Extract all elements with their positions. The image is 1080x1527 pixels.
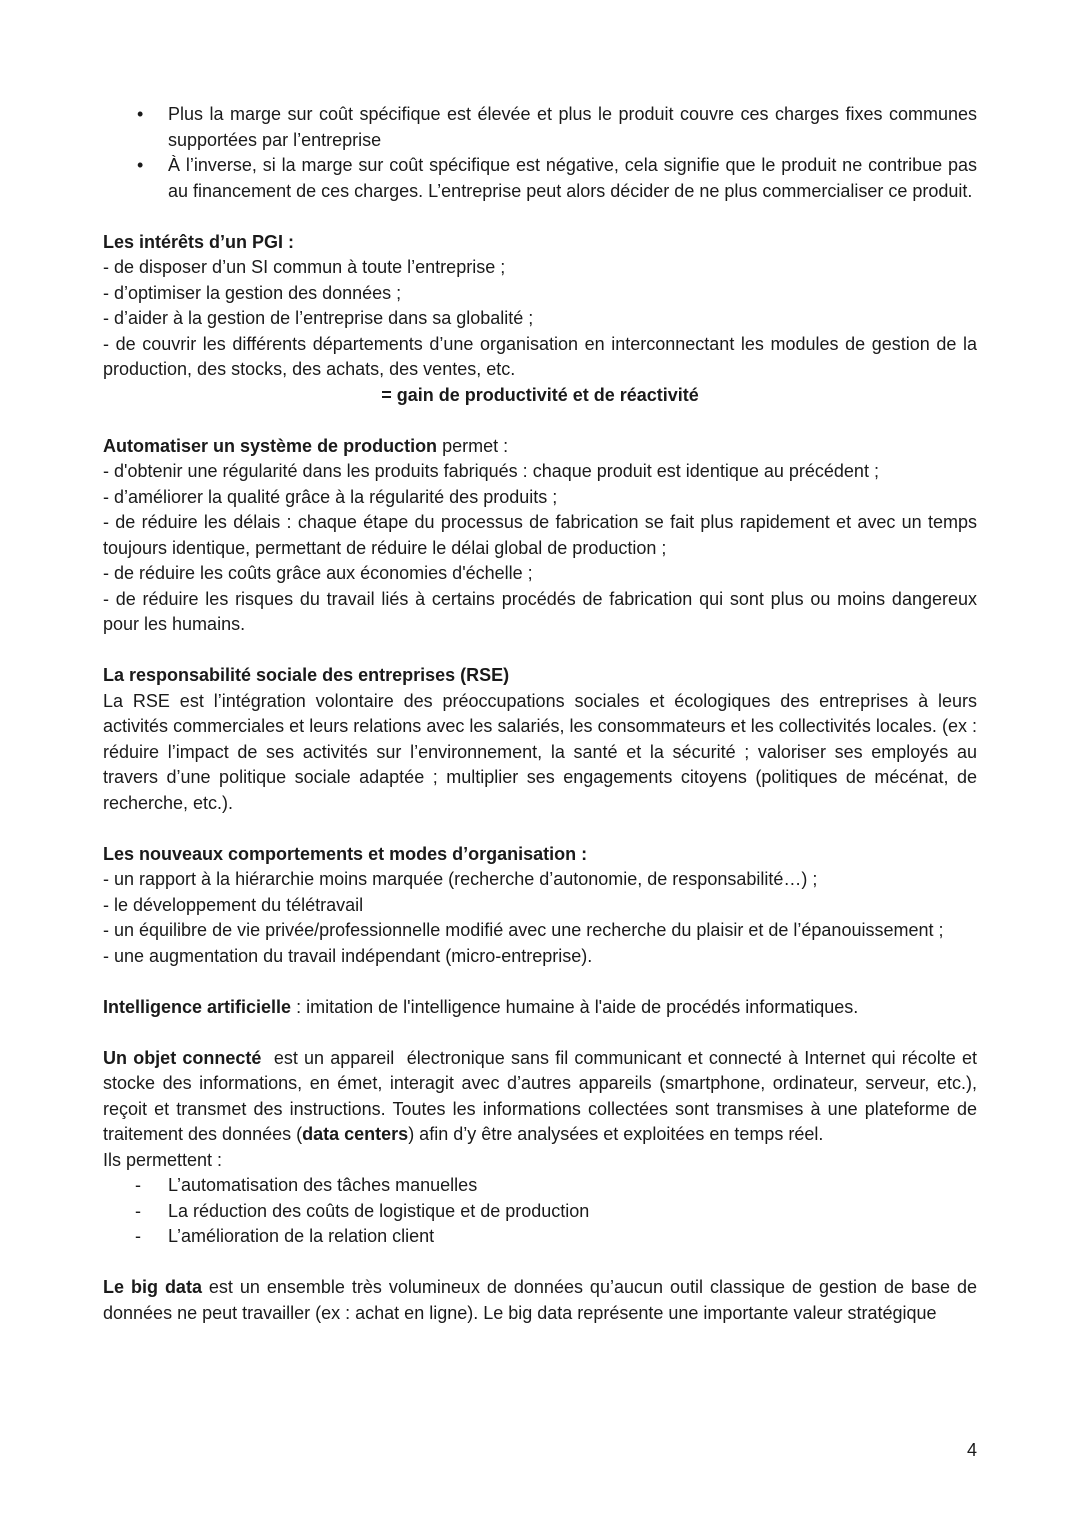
page-content [103,102,983,1326]
list-line: - de réduire les risques du travail liés à certains procédés de fabrication qui sont plus ou moins dangereux pour les humains. [103,588,977,634]
section-intro: Automatiser un système de production permet : [103,435,509,456]
objet-intro: Ils permettent : [103,1149,223,1170]
bullet-marker: • [137,104,144,124]
bigdata-paragraph: Le big data est un ensemble très volumineux de données qu’aucun outil classique de gestion de base de données ne peut travailler (ex : achat en ligne). Le big data représente une importante valeur stratégique [103,1277,977,1323]
list-item: - L’amélioration de la relation client [103,1224,977,1250]
term: data centers [302,1124,409,1144]
list-line: - d’optimiser la gestion des données ; [103,282,402,303]
pgi-section [103,230,977,409]
bigdata-section [103,1275,977,1326]
pgi-conclusion: = gain de productivité et de réactivité [381,384,699,405]
ia-section [103,995,977,1021]
objet-paragraph: Un objet connecté est un appareil électronique sans fil communicant et connecté à Internet qui récolte et stocke des informations, en émet, interagit avec d’autres appareils (smartphone, ordinateur, serveur, etc.), reçoit et transmet des instructions. Toutes les informations collectées sont transmises à une plateforme de traitement des données (data centers) afin d’y être analysées et exploitées en temps réel. [103,1047,983,1144]
list-line: - le développement du télétravail [103,894,364,915]
section-heading: La responsabilité sociale des entreprises (RSE) [103,665,510,685]
list-item: • Plus la marge sur coût spécifique est élevée et plus le produit couvre ces charges fixes communes supportées par l’entreprise [137,104,977,150]
section-heading: Les intérêts d’un PGI : [103,231,295,252]
term: Le big data [103,1277,202,1297]
page-number: 4 [966,1440,977,1460]
benefits-list [103,1173,977,1250]
section-heading: Automatiser un système de production [103,435,438,456]
automatisation-section [103,434,977,638]
ia-definition: Intelligence artificielle : imitation de l'intelligence humaine à l'aide de procédés informatiques. [103,996,859,1017]
list-line: - de réduire les délais : chaque étape du processus de fabrication se fait plus rapidement et avec un temps toujours identique, permettant de réduire le délai global de production ; [103,512,977,558]
list-line: - de disposer d’un SI commun à toute l’entreprise ; [103,257,506,277]
list-line: - un équilibre de vie privée/professionnelle modifié avec une recherche du plaisir et de l’épanouissement ; [103,920,944,940]
term: Un objet connecté [103,1047,262,1068]
list-item: • À l’inverse, si la marge sur coût spécifique est négative, cela signifie que le produit ne contribue pas au financement de ces charges. L’entreprise peut alors décider de ne plus commercialiser ce produit. [137,155,977,201]
list-line: - d’améliorer la qualité grâce à la régularité des produits ; [103,486,558,507]
margin-bullets [103,102,977,204]
term: Intelligence artificielle [103,996,292,1017]
list-line: - d’aider à la gestion de l’entreprise dans sa globalité ; [103,308,534,328]
bullet-marker: • [137,155,144,175]
rse-section [103,663,977,816]
list-line: - de réduire les coûts grâce aux économies d'échelle ; [103,563,533,583]
dash-marker: - [135,1175,141,1195]
rse-paragraph: La RSE est l’intégration volontaire des préoccupations sociales et écologiques des entreprises à leurs activités commerciales et leurs relations avec les salariés, les consommateurs et les collectivités locales. (ex : réduire l’impact de ses activités sur l’environnement, la santé et la sécurité ; valoriser ses employés au travers d’une politique sociale adaptée ; multiplier ses engagements citoyens (politiques de mécénat, de recherche, etc.). [103,690,977,813]
list-item: - La réduction des coûts de logistique et de production [103,1199,977,1225]
objet-connecte-section [103,1046,983,1250]
dash-marker: - [135,1226,141,1246]
section-heading: Les nouveaux comportements et modes d’organisation : [103,843,588,864]
list-line: - d'obtenir une régularité dans les produits fabriqués : chaque produit est identique au précédent ; [103,461,879,481]
list-line: - une augmentation du travail indépendant (micro-entreprise). [103,945,593,966]
comportements-section [103,842,977,970]
list-line: - un rapport à la hiérarchie moins marquée (recherche d’autonomie, de responsabilité…) ; [103,869,818,889]
dash-marker: - [135,1200,141,1221]
list-item: - L’automatisation des tâches manuelles [103,1173,977,1199]
list-line: - de couvrir les différents départements d’une organisation en interconnectant les modules de gestion de la production, des stocks, des achats, des ventes, etc. [103,333,977,379]
